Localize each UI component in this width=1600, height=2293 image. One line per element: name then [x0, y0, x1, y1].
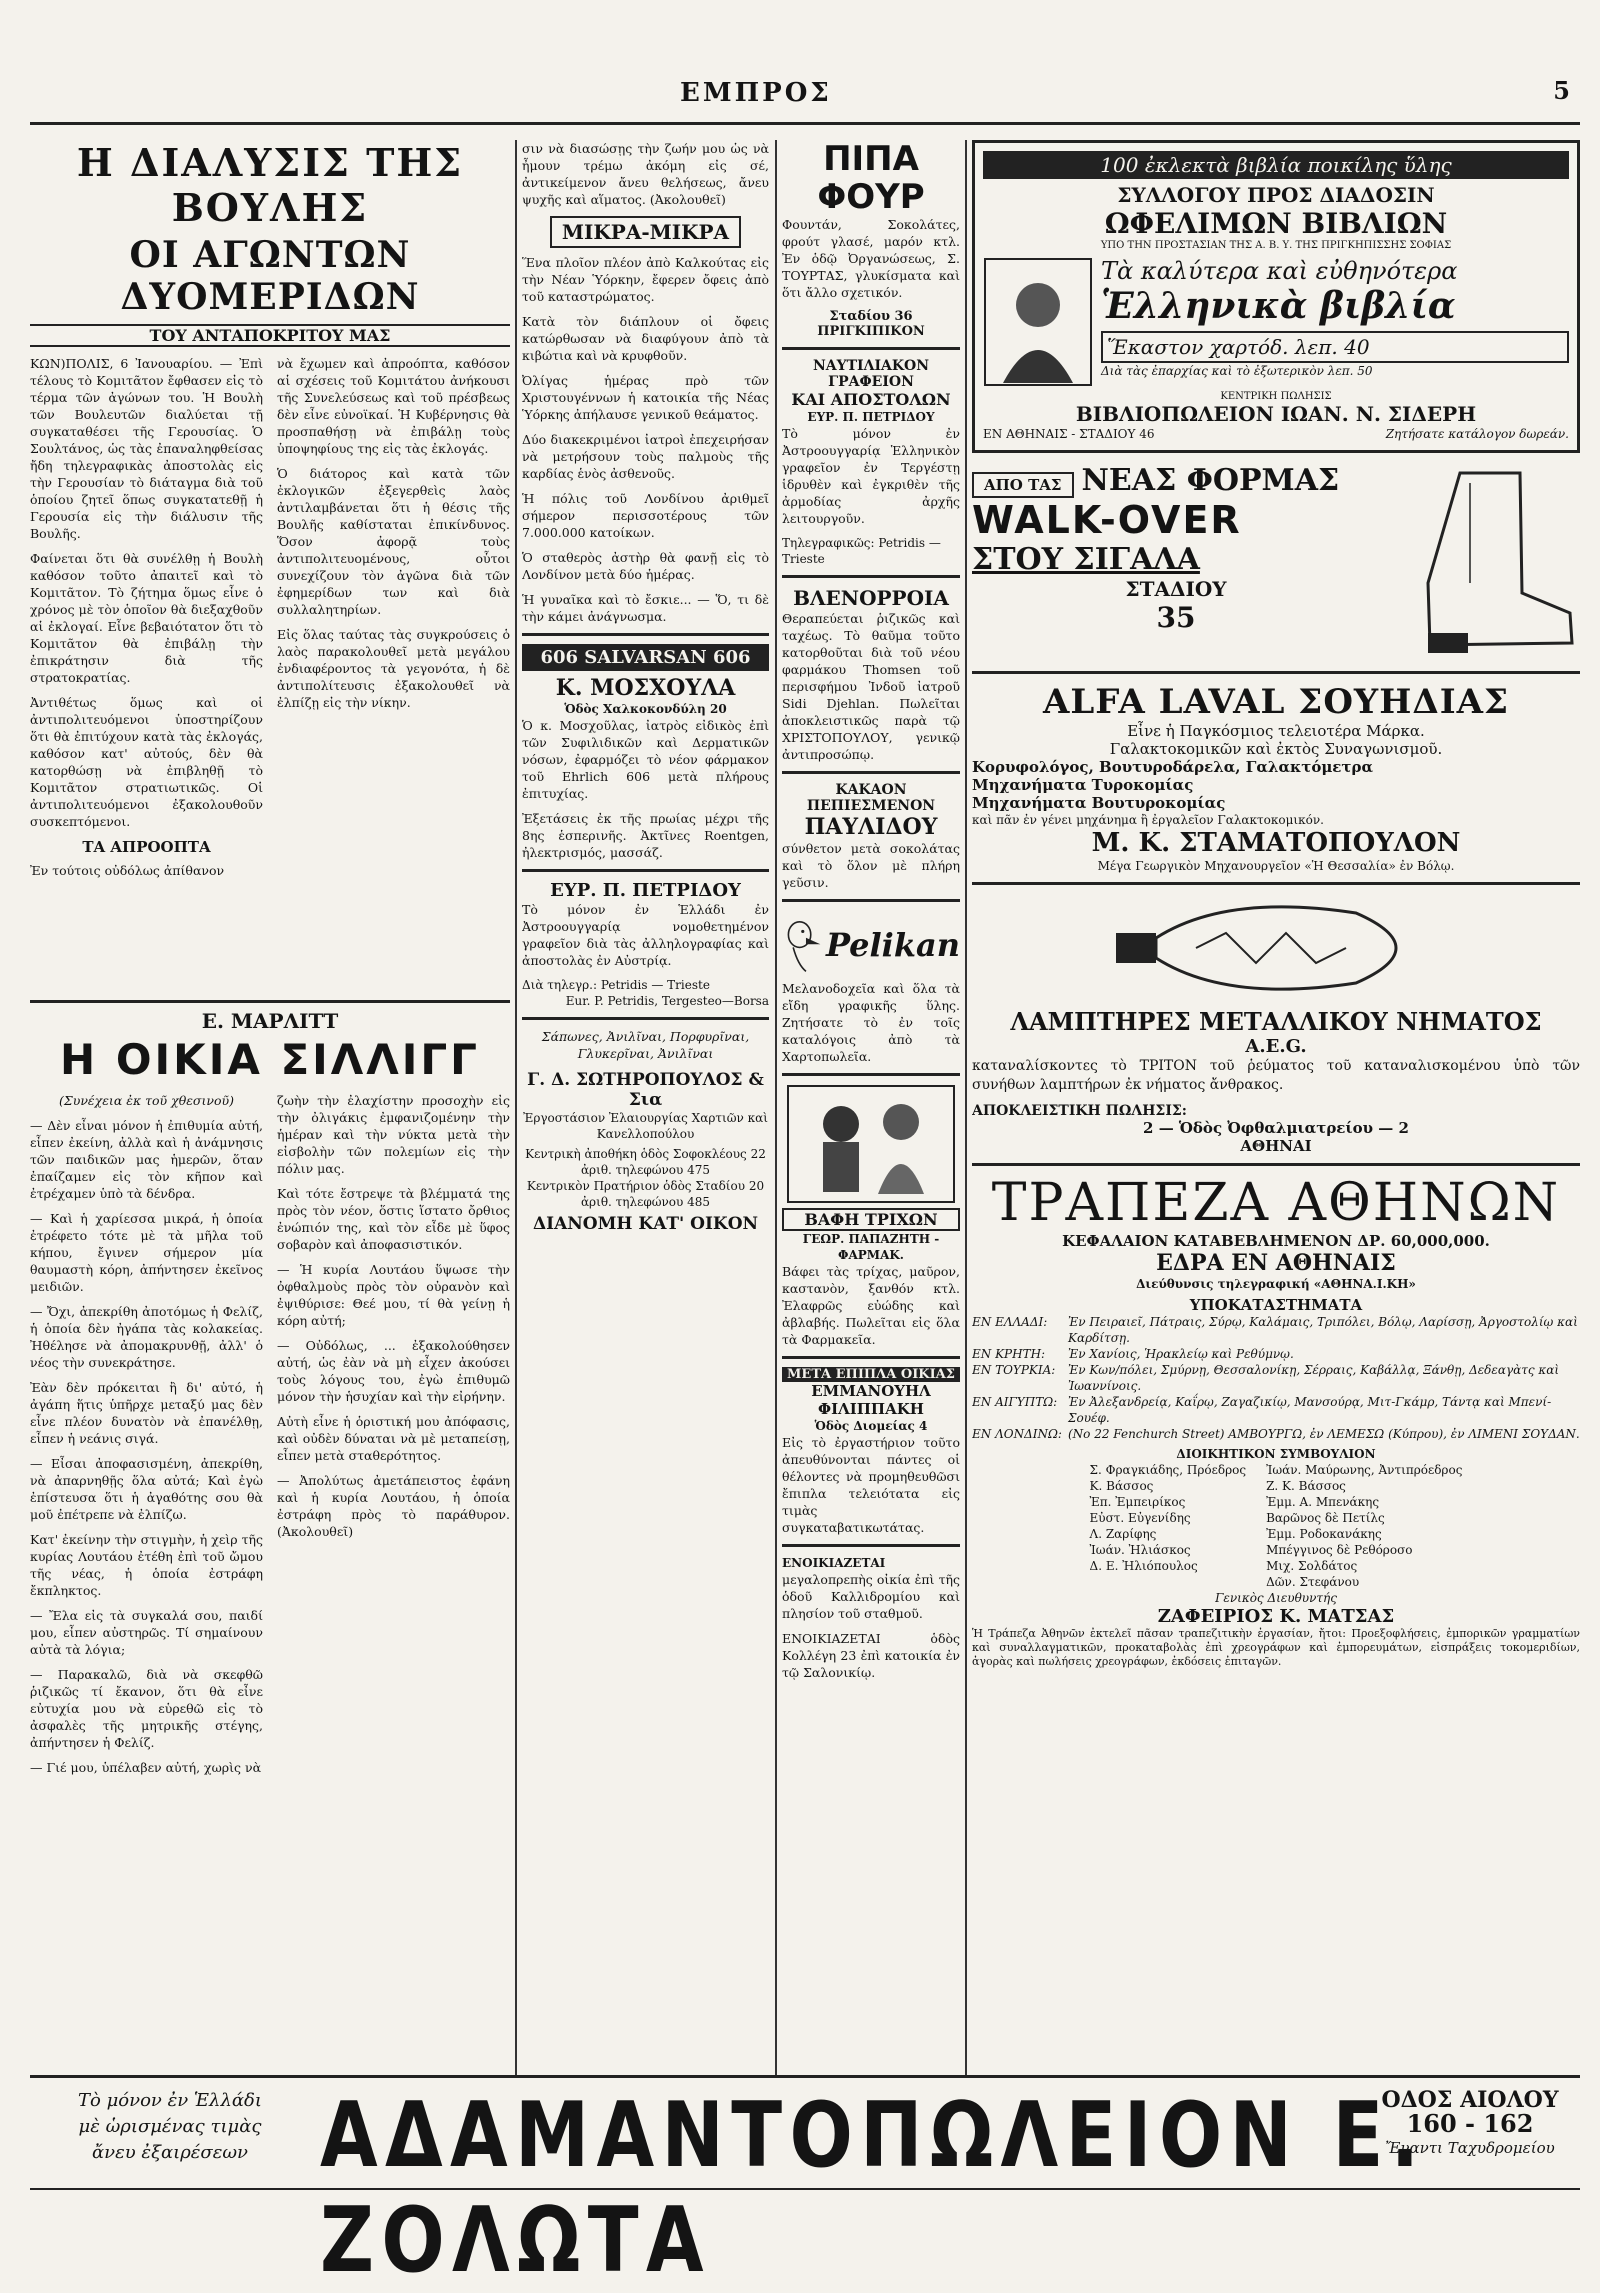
- books-ad: [972, 140, 1580, 453]
- news-item: Δύο διακεκριμένοι ἰατροὶ ἐπεχειρήσαν νὰ μετρήσουν τοὺς παλμοὺς τῆς καρδίας ἑνὸς ἀσθενοῦς.: [522, 432, 769, 481]
- shop-footer: ΔΙΑΝΟΜΗ ΚΑΤ' ΟΙΚΟΝ: [532, 1214, 759, 1234]
- books-patron: ΥΠΟ ΤΗΝ ΠΡΟΣΤΑΣΙΑΝ ΤΗΣ Α. Β. Υ. ΤΗΣ ΠΡΙΓΚΗΠΙΣΣΗΣ ΣΟΦΙΑΣ: [1100, 240, 1452, 251]
- bank-director: ΖΑΦΕΙΡΙΟΣ Κ. ΜΑΤΣΑΣ: [1157, 1606, 1395, 1627]
- salvarsan-title: 606 SALVARSAN 606: [522, 644, 769, 671]
- cocoa-text: σύνθετον μετὰ σοκολάτας καὶ τὸ ὅλον μὲ πλήρη γεῦσιν.: [782, 841, 960, 890]
- bank-board-title: ΔΙΟΙΚΗΤΙΚΟΝ ΣΥΜΒΟΥΛΙΟΝ: [1176, 1447, 1376, 1461]
- bank-branches-list: [972, 1314, 1580, 1442]
- shoe-brand: WALK-OVER: [972, 498, 1242, 542]
- shop-subtitle: Ἐργοστάσιον Ἐλαιουργίας Χαρτιῶν καὶ Κανελλοπούλου: [523, 1111, 768, 1141]
- alfa-title: ALFA LAVAL ΣΟΥΗΔΙΑΣ: [1042, 682, 1510, 722]
- article-paragraph: Ἐν τούτοις οὐδόλως ἀπίθανον: [30, 863, 225, 878]
- books-banner: 100 ἐκλεκτὰ βιβλία ποικίλης ὕλης: [983, 151, 1569, 179]
- pipe-text: Φουντάν, Σοκολάτες, φρούτ γλασέ, μαρόν κτλ. Ἐν ὁδῷ Ὀργανώσεως, Σ. ΤΟΥΡΤΑΣ, γλυκίσματα καὶ ὅτι ἄλλο σχετικόν.: [782, 217, 960, 300]
- news-item: Ὀλίγας ἡμέρας πρὸ τῶν Χριστουγέννων ἡ κατοικία τῆς Νέας Ὑόρκης ἀπήλαυσε γενικοῦ θεάματος.: [522, 373, 769, 422]
- mikra-title: ΜΙΚΡΑ-ΜΙΚΡΑ: [550, 216, 741, 248]
- books-tagline-2: Ἑλληνικὰ βιβλία: [1101, 285, 1456, 327]
- serial-paragraph: — Εἶσαι ἀποφασισμένη, ἀπεκρίθη, νὰ ἀπαρνηθῇς ὅλα αὐτά; Καὶ ἐγὼ ἐπίστευσα ὅτι ἡ ἀγαθότης σου θὰ μοῦ ἐπέτρεπε νὰ ἐλπίζω.: [30, 1456, 263, 1522]
- branch-cities: Ἐν Πειραιεῖ, Πάτραις, Σύρῳ, Καλάμαις, Τριπόλει, Βόλῳ, Λαρίσσῃ, Ἀργοστολίῳ καὶ Καρδίτσῃ.: [1068, 1315, 1578, 1345]
- jeweler-note-line: ἄνευ ἐξαιρέσεων: [91, 2142, 248, 2163]
- cocoa-title: ΚΑΚΑΟΝ ΠΕΠΙΕΣΜΕΝΟΝ: [806, 782, 936, 814]
- books-sale-label: ΚΕΝΤΡΙΚΗ ΠΩΛΗΣΙΣ: [1220, 391, 1332, 402]
- page-number: 5: [1553, 76, 1570, 105]
- bank-branches-title: ΥΠΟΚΑΤΑΣΤΗΜΑΤΑ: [1189, 1296, 1363, 1314]
- boot-icon: [1390, 463, 1580, 663]
- pipe-title: ΠΙΠΑ ΦΟΥΡ: [817, 140, 925, 217]
- branch-cities: Ἐν Χανίοις, Ἡρακλείῳ καὶ Ρεθύμνῳ.: [1068, 1347, 1294, 1361]
- serial-continued: (Συνέχεια ἐκ τοῦ χθεσινοῦ): [59, 1093, 234, 1108]
- board-member: Λ. Ζαρίφης: [1089, 1527, 1157, 1541]
- jeweler-note: [40, 2088, 300, 2166]
- article-paragraph: ΚΩΝ)ΠΟΛΙΣ, 6 Ἰανουαρίου. — Ἐπὶ τέλους τὸ Κομιτᾶτον ἔφθασεν εἰς τὸ τέρμα τῶν ἀγώνων του. Ἡ Βουλὴ τῶν Βουλευτῶν διαλύεται τῇ συγκαταθέσει τῆς Γερουσίας. Ὁ Σουλτάνος, ὡς τὰς ἐπαναληφθείσας ἤδη τηλεγραφικὰς ἀποστολὰς εἰς τὴν Γερουσίαν τὸ διάταγμα διὰ τοῦ ὁποίου ζητεῖ ὅπως συγκατατεθῇ ἡ Γερουσία εἰς τὴν διάλυσιν τῆς Βουλῆς.: [30, 356, 263, 541]
- blen-title: ΒΛΕΝΟΡΡΟΙΑ: [793, 586, 949, 610]
- board-member: Εὐστ. Εὐγενίδης: [1089, 1511, 1191, 1525]
- petridis-text: Τὸ μόνον ἐν Ἑλλάδι ἐν Ἀστροουγγαρίᾳ νομοθετημένον γραφεῖον διὰ τὰς ἀλληλογραφίας καὶ ἀποστολὰς ἐν Αὐστρίᾳ.: [522, 902, 769, 968]
- lamp-illustration: [972, 893, 1580, 1007]
- petridis-telegraph-2: Eur. P. Petridis, Tergesteo—Borsa: [565, 994, 769, 1008]
- bank-branch: [972, 1394, 1580, 1426]
- shoe-title: ΝΕΑΣ ΦΟΡΜΑΣ: [1081, 463, 1340, 498]
- section-heading: ΤΑ ΑΠΡΟΟΠΤΑ: [82, 838, 211, 856]
- serial-author: Ε. ΜΑΡΛΙΤΤ: [201, 1009, 339, 1033]
- jeweler-note-line: μὲ ὡρισμένας τιμὰς: [78, 2116, 262, 2137]
- pipe-address: Σταδίου 36 ΠΡΙΓΚΙΠΙΚΟΝ: [817, 309, 925, 339]
- board-member: Ἰωάν. Ἠλιάσκος: [1089, 1543, 1191, 1557]
- furniture-text: Εἰς τὸ ἐργαστήριον τοῦτο ἀπευθύνονται πάντες οἱ θέλοντες νὰ προμηθευθῶσι ἔπιπλα τελειότατα εἰς τιμὰς συγκαταβατικωτάτας.: [782, 1435, 960, 1535]
- serial-story: [30, 1000, 510, 2079]
- board-member: Σ. Φραγκιάδης, Πρόεδρος: [1089, 1463, 1247, 1477]
- jeweler-street: ΟΔΟΣ ΑΙΟΛΟΥ: [1381, 2087, 1559, 2113]
- serial-paragraph: — Ὄχι, ἀπεκρίθη ἀποτόμως ἡ Φελίζ, ἡ ὁποία δὲν ἠγάπα τὰς κολακείας. Ἠθέλησε νὰ ἀπομακρυνθῇ, ἀλλ' ὁ νέος τὴν συνεκράτησε.: [30, 1304, 263, 1370]
- bank-board-right: [1266, 1462, 1462, 1590]
- news-item: Ὁ σταθερὸς ἀστὴρ θὰ φανῇ εἰς τὸ Λονδίνον μετὰ δύο ἡμέρας.: [522, 550, 769, 582]
- column-divider: [965, 140, 967, 2075]
- news-item: Ἡ πόλις τοῦ Λονδίνου ἀριθμεῖ σήμερον περισσοτέρους τῶν 7.000.000 κατοίκων.: [522, 491, 769, 540]
- board-member: Ἐμμ. Α. Μπενάκης: [1266, 1495, 1380, 1509]
- rent-title: ΕΝΟΙΚΙΑΖΕΤΑΙ: [782, 1556, 886, 1570]
- books-shop: ΒΙΒΛΙΟΠΩΛΕΙΟΝ ΙΩΑΝ. Ν. ΣΙΔΕΡΗ: [1075, 402, 1477, 426]
- bank-capital: ΚΕΦΑΛΑΙΟΝ ΚΑΤΑΒΕΒΛΗΜΕΝΟΝ ΔΡ. 60,000,000.: [1062, 1232, 1490, 1250]
- alfa-agent-sub: Μέγα Γεωργικὸν Μηχανουργεῖον «Ἡ Θεσσαλία» ἐν Βόλῳ.: [1097, 859, 1455, 873]
- light-bulb-icon: [1106, 893, 1446, 1003]
- article-paragraph: Ἀντιθέτως ὅμως καὶ οἱ ἀντιπολιτευόμενοι ὑποστηρίζουν ὅτι θὰ ἐπιτύχουν κατὰ τὰς ἐκλογάς, καθόσον κατ' αὐτούς, δὲν θὰ κατορθώσῃ νὰ ἐπιβληθῇ τὸ Κομιτᾶτον στρατιωτικῶς. Οἱ ἀντιπολιτευόμενοι ἐξακολουθοῦν συσκεπτόμενοι.: [30, 695, 263, 829]
- furniture-name: ΕΜΜΑΝΟΥΗΛ ΦΙΛΙΠΠΑΚΗ: [811, 1382, 931, 1418]
- alfa-text: Μηχανήματα Τυροκομίας: [972, 776, 1194, 794]
- alfa-text: Κορυφολόγος, Βουτυροδάρελα, Γαλακτόμετρα: [972, 758, 1374, 776]
- product-list: Σάπωνες, Ἀνιλῖναι, Πορφυρῖναι, Γλυκερῖναι, Ἀνιλῖναι: [541, 1029, 750, 1061]
- jeweler-landmark: Ἔναντι Ταχυδρομείου: [1385, 2139, 1555, 2157]
- branch-region: ΕΝ ΤΟΥΡΚΙΑ:: [972, 1363, 1056, 1377]
- article-subtitle: ΟΙ ΑΓΩΝΤΩΝ ΔΥΟΜΕΡΙΔΩΝ: [120, 234, 420, 318]
- column-divider: [775, 140, 777, 2075]
- jeweler-name: ΑΔΑΜΑΝΤΟΠΩΛΕΙΟΝ Ε. ΖΟΛΩΤΑ: [320, 2083, 1427, 2293]
- branch-region: ΕΝ ΛΟΝΔΙΝΩ:: [972, 1427, 1062, 1441]
- board-member: Ἰωάν. Μαύρωνης, Ἀντιπρόεδρος: [1266, 1463, 1463, 1477]
- travel-subtitle: ΚΑΙ ΑΠΟΣΤΟΛΩΝ: [791, 390, 951, 409]
- masthead: ΕΜΠΡΟΣ: [680, 78, 832, 108]
- shoe-prefix: ΑΠΟ ΤΑΣ: [972, 472, 1074, 498]
- rent-text: μεγαλοπρεπὴς οἰκία ἐπὶ τῆς ὁδοῦ Καλλιδρομίου καὶ πλησίον τοῦ σταθμοῦ.: [782, 1572, 960, 1621]
- blen-text: Θεραπεύεται ῥιζικῶς καὶ ταχέως. Τὸ θαῦμα τοῦτο κατορθοῦται διὰ τοῦ νέου φαρμάκου Thomsen τοῦ περισφήμου Ἰνδοῦ ἰατροῦ Sidi Djehlan. Πωλεῖται ἀποκλειστικῶς παρὰ τῷ ΧΡΙΣΤΟΠΟΥΛΟΥ, γενικῷ ἀντιπροσώπῳ.: [782, 611, 960, 762]
- travel-telegraph: Τηλεγραφικῶς: Petridis — Trieste: [782, 536, 941, 566]
- rent-text-2: ΕΝΟΙΚΙΑΖΕΤΑΙ ὁδὸς Κολλέγη 23 ἐπὶ κατοικία ἐν τῷ Σαλονικίῳ.: [782, 1631, 960, 1680]
- page-header: [30, 60, 1580, 125]
- bank-board-left: [1090, 1462, 1247, 1590]
- books-price-note: Διὰ τὰς ἐπαρχίας καὶ τὸ ἐξωτερικὸν λεπ. 50: [1101, 364, 1373, 378]
- branch-cities: Ἐν Κων/πόλει, Σμύρνῃ, Θεσσαλονίκῃ, Σέρραις, Καβάλλᾳ, Ξάνθῃ, Δεδεαγὰτς καὶ Ἰωαννίνοις.: [1068, 1363, 1560, 1393]
- serial-paragraph: Ἐὰν δὲν πρόκειται ἢ δι' αὐτό, ἡ ἀγάπη ἥτις ὑπῆρχε μεταξύ μας δὲν εἶνε πλέον δυνατὸν νὰ ἐπανέλθῃ, εἶπεν ἡ νεάνις σιγά.: [30, 1380, 263, 1446]
- dye-text: Βάφει τὰς τρίχας, μαῦρον, καστανὸν, ξανθόν κτλ. Ἐλαφρῶς εὐώδης καὶ ἀβλαβής. Πωλεῖται εἰς ὅλα τὰ Φαρμακεῖα.: [782, 1264, 960, 1347]
- petridis-telegraph: Διὰ τηλεγρ.: Petridis — Trieste: [522, 978, 710, 992]
- column-3: [522, 140, 769, 2070]
- column-5: [972, 140, 1580, 2070]
- board-member: Βαρῶνος δὲ Πετίλς: [1266, 1511, 1385, 1525]
- serial-paragraph: — Ἡ κυρία Λουτάου ὕψωσε τὴν ὀφθαλμοὺς πρὸς τὸν οὐρανὸν καὶ ἐψιθύρισε: Θεέ μου, τί θὰ γείνῃ ἡ κόρη αὐτή;: [277, 1262, 510, 1328]
- serial-paragraph: — Ἀπολύτως ἀμετάπειστος ἐφάνη καὶ ἡ κυρία Λουτάου, ἡ ὁποία ἐστράφη πρὸς τὸ παράθυρον. (Ἀκολουθεῖ): [277, 1473, 510, 1539]
- article-dissolution: [30, 140, 510, 980]
- petridis-title: ΕΥΡ. Π. ΠΕΤΡΙΔΟΥ: [550, 880, 741, 901]
- board-member: Ζ. Κ. Βάσσος: [1266, 1479, 1346, 1493]
- alfa-text: Εἶνε ἡ Παγκόσμιος τελειοτέρα Μάρκα.: [1127, 722, 1425, 740]
- bank-branch: [972, 1346, 1580, 1362]
- books-tagline: Τὰ καλύτερα καὶ εὐθηνότερα: [1101, 257, 1458, 285]
- books-catalogue: Ζητήσατε κατάλογον δωρεάν.: [1385, 427, 1569, 441]
- serial-paragraph: Καὶ τότε ἔστρεψε τὰ βλέμματά της πρὸς τὸν νέον, ὅστις ἵστατο ὄρθιος ἐνώπιόν της, καὶ τὸν εἶδε μὲ ὕφος σοβαρὸν καὶ ἀποφασιστικόν.: [277, 1186, 510, 1252]
- serial-paragraph: — Οὐδόλως, ... ἐξακολούθησεν αὐτή, ὡς ἐὰν νὰ μὴ εἶχεν ἀκούσει τοὺς λόγους του, ἐγὼ ἐπιθυμῶ μόνον τὴν ἡσυχίαν καὶ τὴν εἰρήνην.: [277, 1338, 510, 1404]
- branch-cities: (No 22 Fenchurch Street) ΑΜΒΟΥΡΓΩ, ἐν ΛΕΜΕΣΩ (Κύπρου), ἐν ΛΙΜΕΝΙ ΣΟΥΔΑΝ.: [1068, 1427, 1580, 1441]
- board-member: Μπέγγινος δὲ Ρεθόροσο: [1266, 1543, 1413, 1557]
- alfa-text: Μηχανήματα Βουτυροκομίας: [972, 794, 1226, 812]
- lamp-city: ΑΘΗΝΑΙ: [1240, 1137, 1312, 1155]
- bank-director-label: Γενικὸς Διευθυντής: [1215, 1591, 1337, 1605]
- alfa-text: Γαλακτοκομικῶν καὶ ἐκτὸς Συναγωνισμοῦ.: [1109, 740, 1443, 758]
- dye-title: ΒΑΦΗ ΤΡΙΧΩΝ: [782, 1208, 960, 1231]
- serial-paragraph: — Ἔλα εἰς τὰ συγκαλά σου, παιδί μου, εἶπεν αὐστηρῶς. Τί σημαίνουν αὐτὰ τὰ λόγια;: [30, 1608, 263, 1657]
- doctor-text: Ἐξετάσεις ἐκ τῆς πρωίας μέχρι τῆς 8ης ἑσπερινῆς. Ἀκτῖνες Roentgen, ἠλεκτρισμός, μασσάζ.: [522, 811, 769, 860]
- portrait-couple-icon: [786, 1084, 956, 1204]
- board-member: Μιχ. Σολδάτος: [1266, 1559, 1358, 1573]
- travel-text: Τὸ μόνον ἐν Ἀστροουγγαρίᾳ Ἑλληνικὸν γραφεῖον ἐν Τεργέστῃ ἱδρυθὲν καὶ ἐγκριθὲν τῆς ἀρμοδίας ἀρχῆς λειτουργοῦν.: [782, 426, 960, 526]
- bank-branch: [972, 1426, 1580, 1442]
- bank-seat: ΕΔΡΑ ΕΝ ΑΘΗΝΑΙΣ: [1156, 1250, 1396, 1276]
- serial-paragraph: — Δὲν εἶναι μόνον ἡ ἐπιθυμία αὐτή, εἶπεν ἐκείνη, ἀλλὰ καὶ ἡ ἀνάμνησις τῶν παιδικῶν μας ἡμερῶν, ὅταν ἐπαίζαμεν εἰς τὸν κῆπον καὶ ἐτρέχαμεν ὑπὸ τὰ δένδρα.: [30, 1118, 263, 1201]
- serial-paragraph: — Γιέ μου, ὑπέλαβεν αὐτή, χωρὶς νὰ: [30, 1760, 262, 1775]
- bank-branch: [972, 1314, 1580, 1346]
- serial-paragraph: ζωὴν τὴν ἐλαχίστην προσοχὴν εἰς τὴν ὀλιγάκις ἐμφανιζομένην τὴν ἡμέραν καὶ τὴν νύκτα μετὰ τὴν εἰσβολὴν τῶν πολεμίων εἰς τὴν πόλιν μας.: [277, 1093, 510, 1176]
- column-4: [782, 140, 960, 2070]
- furniture-address: Ὁδὸς Διομείας 4: [814, 1419, 928, 1433]
- jeweler-address: [1370, 2088, 1570, 2160]
- column-divider: [515, 140, 517, 2075]
- books-title: ΩΦΕΛΙΜΩΝ ΒΙΒΛΙΩΝ: [1104, 207, 1448, 240]
- branch-region: ΕΝ ΚΡΗΤΗ:: [972, 1347, 1046, 1361]
- news-item: Ἡ γυναῖκα καὶ τὸ ἔσκιε... — Ὅ, τι δὲ τὴν κάμει ἀνάγνωσμα.: [522, 592, 769, 624]
- bank-title: ΤΡΑΠΕΖΑ ΑΘΗΝΩΝ: [991, 1173, 1561, 1233]
- news-item: Κατὰ τὸν διάπλουν οἱ ὄφεις κατώρθωσαν νὰ διαφύγουν ἀπὸ τὰ κιβώτια καὶ νὰ κρυφθοῦν.: [522, 314, 769, 363]
- article-byline: ΤΟΥ ΑΝΤΑΠΟΚΡΙΤΟΥ ΜΑΣ: [30, 324, 510, 347]
- travel-title: ΝΑΥΤΙΛΙΑΚΟΝ ΓΡΑΦΕΙΟΝ: [812, 358, 930, 390]
- board-member: Ἐμμ. Ροδοκανάκης: [1266, 1527, 1382, 1541]
- serial-paragraph: Αὐτὴ εἶνε ἡ ὁριστική μου ἀπόφασις, καὶ οὐδὲν δύναται νὰ μὲ μεταπείσῃ, εἶπεν μετὰ σταθερότητος.: [277, 1414, 510, 1463]
- bank-telegraph: Διεύθυνσις τηλεγραφική «ΑΘΗΝΑ.Ι.ΚΗ»: [1136, 1277, 1416, 1291]
- shoe-number: 35: [1156, 601, 1196, 634]
- board-member: Δῶν. Στεφάνου: [1266, 1575, 1360, 1589]
- doctor-name: Κ. ΜΟΣΧΟΥΛΑ: [555, 675, 736, 701]
- books-price: Ἕκαστον χαρτόδ. λεπ. 40: [1101, 331, 1569, 363]
- article-title: Η ΔΙΑΛΥΣΙΣ ΤΗΣ ΒΟΥΛΗΣ: [76, 140, 464, 230]
- books-society: ΣΥΛΛΟΓΟΥ ΠΡΟΣ ΔΙΑΔΟΣΙΝ: [1117, 183, 1435, 207]
- serial-title: Η ΟΙΚΙΑ ΣΙΛΛΙΓΓ: [60, 1035, 480, 1084]
- news-item: Ἕνα πλοῖον πλέον ἀπὸ Καλκούτας εἰς τὴν Νέαν Ὑόρκην, ἔφερεν ὄφεις ἀπὸ τοῦ καταστρώματος.: [522, 255, 769, 304]
- dye-illustration: [782, 1084, 960, 1204]
- article-paragraph: Εἰς ὅλας ταύτας τὰς συγκρούσεις ὁ λαὸς παρακολουθεῖ μετὰ μεγάλου ἐνδιαφέροντος τὰ γεγονότα, ἡ δὲ ἀντιπολίτευσις ἐξακολουθεῖ νὰ ἐλπίζῃ εἰς τὴν νίκην.: [277, 627, 510, 710]
- alfa-agent: Μ. Κ. ΣΤΑΜΑΤΟΠΟΥΛΟΝ: [1091, 828, 1461, 858]
- bank-branch: [972, 1362, 1580, 1394]
- article-paragraph: Ὁ διάτορος καὶ κατὰ τῶν ἐκλογικῶν ἐξεγερθεὶς λαὸς ἀντιλαμβάνεται ὅτι ἡ θέσις τῆς Βουλῆς καθίσταται ἐπικίνδυνος. Ὅσον ἀφορᾷ τοὺς ἀντιπολιτευομένους, οὗτοι συνεχίζουν τὸν ἀγῶνα διὰ τῶν ἐφημερίδων των καὶ διὰ συλλαλητηρίων.: [277, 466, 510, 617]
- lamp-sale: ΑΠΟΚΛΕΙΣΤΙΚΗ ΠΩΛΗΣΙΣ:: [972, 1103, 1187, 1119]
- article-paragraph: Φαίνεται ὅτι θὰ συνέλθῃ ἡ Βουλὴ καθόσον τοῦτο ἀπαιτεῖ καὶ τὸ Κομιτᾶτον. Τὸ ζήτημα ὅμως εἶνε ὁ χρόνος μὲ τὸν ὁποῖον θὰ διεξαχθοῦν αἱ ἐκλογαί. Εἶνε βεβαιότατον ὅτι τὸ Κομιτᾶτον θὰ ἐπιβάλῃ τὴν ἐπικράτησιν διὰ τῆς στρατοκρατίας.: [30, 551, 263, 685]
- lamp-title: ΛΑΜΠΤΗΡΕΣ ΜΕΤΑΛΛΙΚΟΥ ΝΗΜΑΤΟΣ: [1010, 1007, 1542, 1036]
- lamp-text: καταναλίσκοντες τὸ ΤΡΙΤΟΝ τοῦ ῥεύματος τοῦ καταναλισκομένου ὑπὸ τῶν συνήθων λαμπτήρων ἐκ νήματος ἄνθρακος.: [972, 1058, 1580, 1093]
- jeweler-ad: [30, 2075, 1580, 2293]
- bank-text: Ἡ Τράπεζα Ἀθηνῶν ἐκτελεῖ πᾶσαν τραπεζιτικὴν ἐργασίαν, ἤτοι: Προεξοφλήσεις, ἐμπορικῶν γραμματίων καὶ συναλλαγματικῶν, προκαταβολὰς ἐπὶ χρεογράφων καὶ ἐμπορευμάτων, εἰσπράξεις τοκομεριδίων, ἀγορὰς καὶ πωλήσεις χρεογράφων, ἐκδόσεις ἐπιταγῶν.: [972, 1627, 1580, 1668]
- doctor-address: Ὁδὸς Χαλκοκονδύλη 20: [564, 702, 727, 716]
- board-member: Κ. Βάσσος: [1089, 1479, 1154, 1493]
- branch-cities: Ἐν Ἀλεξανδρείᾳ, Καΐρῳ, Ζαγαζικίῳ, Μανσούρᾳ, Μιτ-Γκάμρ, Τάντᾳ καὶ Μπενί-Σουέφ.: [1068, 1395, 1552, 1425]
- princess-portrait-icon: [983, 257, 1093, 387]
- cocoa-brand: ΠΑΥΛΙΔΟΥ: [804, 814, 938, 840]
- doctor-text: Ὁ κ. Μοσχοῦλας, ἰατρὸς εἰδικὸς ἐπὶ τῶν Συφιλιδικῶν καὶ Δερματικῶν νόσων, ἐφαρμόζει τὸ νέον φάρμακον τοῦ Ehrlich 606 μετὰ πλήρους ἐπιτυχίας.: [522, 718, 769, 801]
- pelican-head-icon: [782, 910, 822, 980]
- furniture-title: ΜΕΤΑ ΕΠΙΠΛΑ ΟΙΚΙΑΣ: [782, 1367, 960, 1382]
- jeweler-number: 160 - 162: [1406, 2109, 1534, 2138]
- travel-owner: ΕΥΡ. Π. ΠΕΤΡΙΔΟΥ: [807, 410, 935, 424]
- alfa-text: καὶ πᾶν ἐν γένει μηχάνημα ἢ ἐργαλεῖον Γαλακτοκομικόν.: [972, 813, 1324, 827]
- pelikan-text: Μελανοδοχεῖα καὶ ὅλα τὰ εἴδη γραφικῆς ὕλης. Ζητήσατε τὸ ἐν τοῖς καταλόγοις ἀπὸ τὰ Χαρτοπωλεῖα.: [782, 981, 960, 1064]
- branch-region: ΕΝ ΕΛΛΑΔΙ:: [972, 1315, 1048, 1329]
- lamp-brand: A.E.G.: [1245, 1036, 1307, 1057]
- story-ending: σιν νὰ διασώσῃς τὴν ζωήν μου ὡς νὰ ἦμουν τρέμω ἀκόμη εἰς σέ, ἀντικείμενον ἄνευ θελήσεως, ἄνευ ψυχῆς καὶ αἵματος. (Ἀκολουθεῖ): [522, 141, 769, 207]
- board-member: Δ. Ε. Ἠλιόπουλος: [1089, 1559, 1198, 1573]
- shoe-ad: [972, 463, 1580, 663]
- dye-subtitle: ΓΕΩΡ. ΠΑΠΑΖΗΤΗ - ΦΑΡΜΑΚ.: [802, 1232, 940, 1262]
- lamp-address: 2 — Ὁδὸς Ὀφθαλμιατρείου — 2: [1143, 1119, 1409, 1137]
- shop-title: Γ. Δ. ΣΩΤΗΡΟΠΟΥΛΟΣ & Σια: [527, 1070, 764, 1110]
- shoe-shop: ΣΤΟΥ ΣΙΓΑΛΑ: [972, 542, 1200, 577]
- serial-paragraph: — Καὶ ἡ χαρίεσσα μικρά, ἡ ὁποία ἐτρέφετο τότε μὲ τὰ μῆλα τοῦ κήπου, ἔγινεν σήμερον μία θαυμαστὴ κόρη, ἀπήντησεν ἐκεῖνος μειδιῶν.: [30, 1211, 263, 1294]
- pelikan-brand: Pelikan: [825, 926, 960, 964]
- article-paragraph: νὰ ἔχωμεν καὶ ἀπροόπτα, καθόσον αἱ σχέσεις τοῦ Κομιτάτου ἀνήκουσι τῆς Συνελεύσεως καὶ τοῦ πρέσβεως δὲν εἶνε εὐνοϊκαί. Ἡ Κυβέρνησις θὰ προσπαθήσῃ νὰ ἐπιβάλῃ τοὺς ὑποψηφίους της εἰς τὰς ἐκλογάς.: [277, 356, 510, 456]
- shoe-address: ΣΤΑΔΙΟΥ: [1125, 577, 1227, 601]
- serial-paragraph: — Παρακαλῶ, διὰ νὰ σκεφθῶ ῥιζικῶς τί ἔκανον, ὅτι θὰ εἶνε εὐτυχία μου νὰ εὑρεθῶ εἰς τὸ ἀσφαλὲς τῆς μητρικῆς στέγης, ἀπήντησεν ἡ Φελίζ.: [30, 1667, 263, 1750]
- shop-address-2: Κεντρικὸν Πρατήριον ὁδὸς Σταδίου 20 ἀριθ. τηλεφώνου 485: [526, 1179, 765, 1209]
- board-member: Ἐπ. Ἐμπειρίκος: [1089, 1495, 1186, 1509]
- jeweler-note-line: Τὸ μόνον ἐν Ἑλλάδι: [78, 2090, 262, 2111]
- branch-region: ΕΝ ΑΙΓΥΠΤΩ:: [972, 1395, 1058, 1409]
- shop-address: Κεντρικὴ ἀποθήκη ὁδὸς Σοφοκλέους 22 ἀριθ. τηλεφώνου 475: [525, 1147, 766, 1177]
- serial-paragraph: Κατ' ἐκείνην τὴν στιγμὴν, ἡ χεὶρ τῆς κυρίας Λουτάου ἐτέθη ἐπὶ τοῦ ὤμου τῆς νέας, ἡ ὁποία ἐστράφη ἔκπληκτος.: [30, 1532, 263, 1598]
- books-address: ΕΝ ΑΘΗΝΑΙΣ - ΣΤΑΔΙΟΥ 46: [983, 427, 1155, 441]
